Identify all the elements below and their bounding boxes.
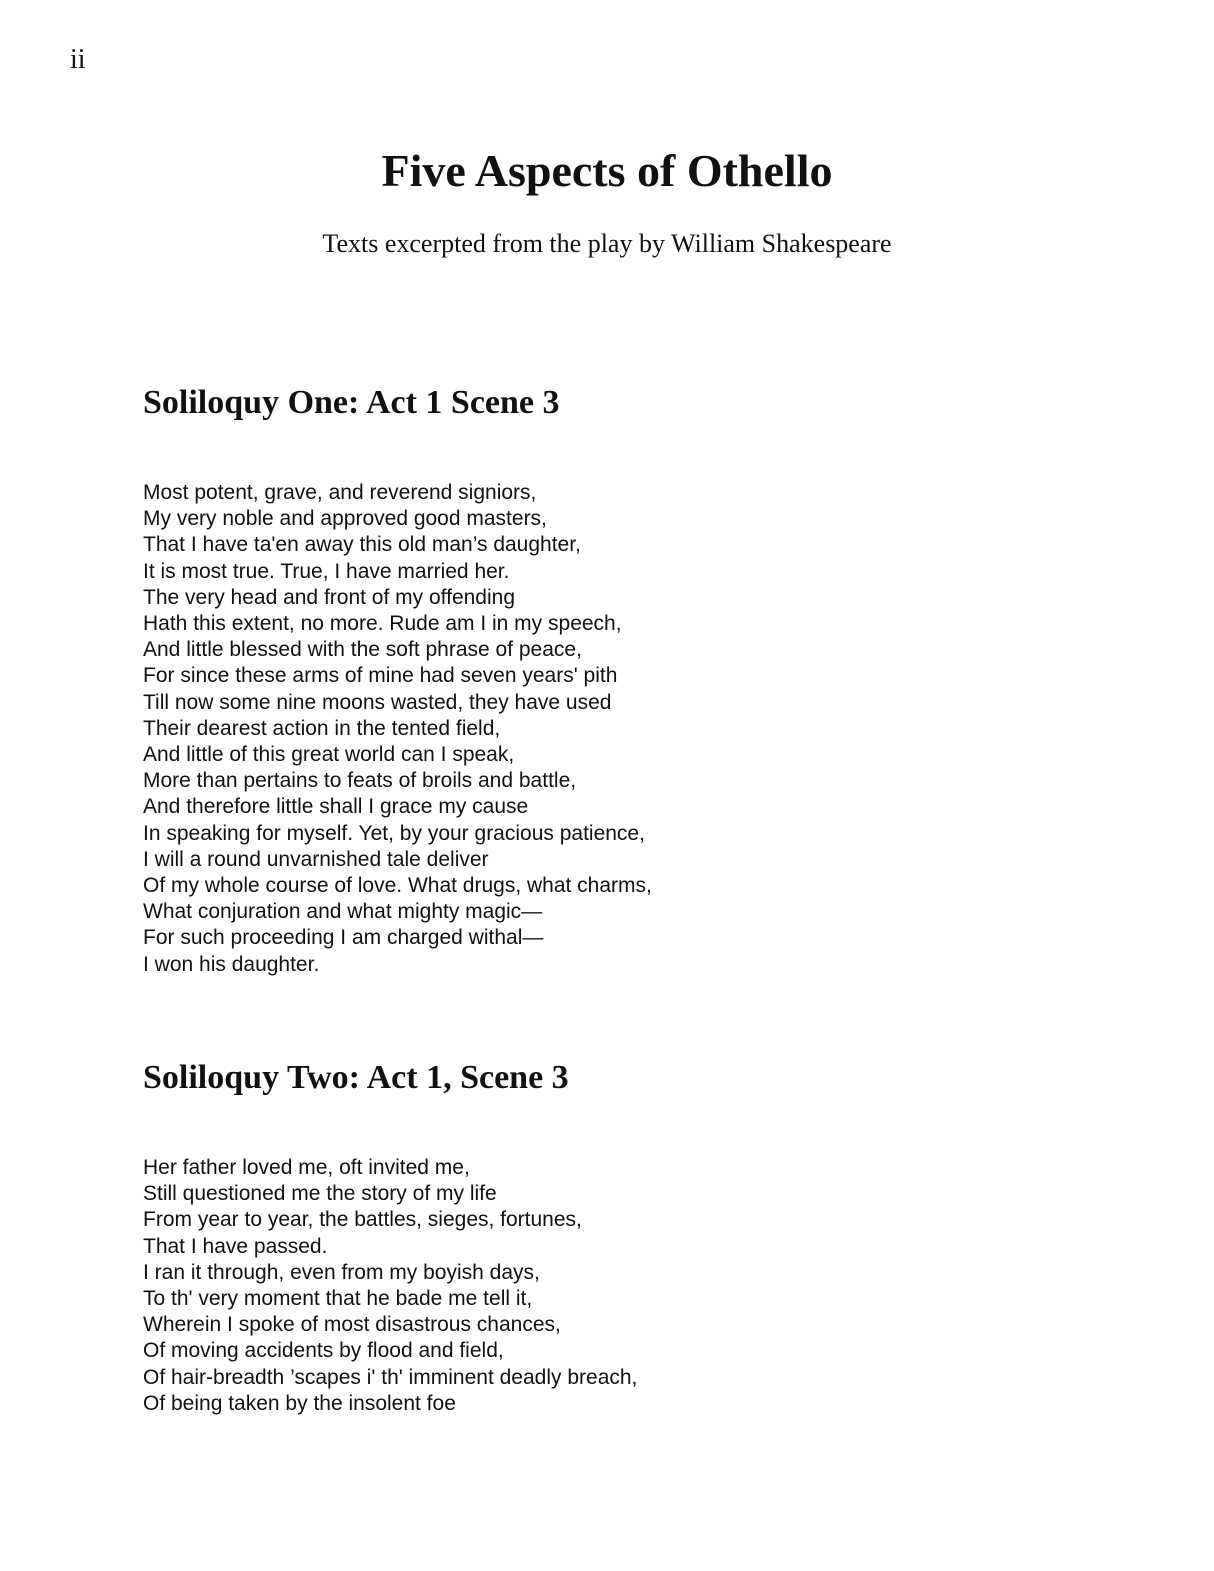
verse-line: And little of this great world can I speak, <box>143 743 515 767</box>
verse-line: That I have passed. <box>143 1234 328 1258</box>
document-title: Five Aspects of Othello <box>381 145 833 196</box>
verse-line: I will a round unvarnished tale deliver <box>143 847 489 871</box>
verse-line: In speaking for myself. Yet, by your gracious patience, <box>143 821 645 845</box>
section-heading-soliloquy-one: Soliloquy One: Act 1 Scene 3 <box>143 384 560 421</box>
section-heading-soliloquy-two: Soliloquy Two: Act 1, Scene 3 <box>143 1059 569 1096</box>
verse-line: I won his daughter. <box>143 952 320 976</box>
verse-line: For such proceeding I am charged withal— <box>143 926 544 950</box>
verse-line: Of being taken by the insolent foe <box>143 1391 456 1415</box>
verse-line: The very head and front of my offending <box>143 585 516 609</box>
verse-line: Of my whole course of love. What drugs, what charms, <box>143 874 652 898</box>
verse-line: Wherein I spoke of most disastrous chances, <box>143 1313 561 1337</box>
verse-line: I ran it through, even from my boyish days, <box>143 1260 540 1284</box>
verse-soliloquy-one <box>143 480 652 978</box>
verse-line: What conjuration and what mighty magic— <box>143 900 543 924</box>
verse-line: For since these arms of mine had seven years' pith <box>143 664 618 688</box>
verse-line: From year to year, the battles, sieges, fortunes, <box>143 1208 582 1232</box>
verse-line: Hath this extent, no more. Rude am I in my speech, <box>143 612 622 636</box>
verse-line: And therefore little shall I grace my cause <box>143 795 529 819</box>
document-subtitle: Texts excerpted from the play by William Shakespeare <box>322 229 892 258</box>
verse-line: Of hair-breadth ’scapes i' th' imminent deadly breach, <box>143 1365 638 1389</box>
verse-line: Still questioned me the story of my life <box>143 1182 497 1206</box>
page-number: ii <box>70 44 86 75</box>
verse-line: More than pertains to feats of broils and battle, <box>143 769 577 793</box>
verse-line: And little blessed with the soft phrase of peace, <box>143 638 582 662</box>
verse-soliloquy-two <box>143 1155 637 1417</box>
verse-line: Their dearest action in the tented field, <box>143 716 501 740</box>
verse-line: To th' very moment that he bade me tell it, <box>143 1287 533 1311</box>
verse-line: Most potent, grave, and reverend signiors, <box>143 481 537 504</box>
verse-line: Till now some nine moons wasted, they have used <box>143 690 612 714</box>
verse-line: Her father loved me, oft invited me, <box>143 1156 470 1179</box>
verse-line: It is most true. True, I have married her. <box>143 559 510 583</box>
verse-line: Of moving accidents by flood and field, <box>143 1339 504 1363</box>
verse-line: My very noble and approved good masters, <box>143 507 547 531</box>
verse-line: That I have ta'en away this old man’s daughter, <box>143 533 581 557</box>
